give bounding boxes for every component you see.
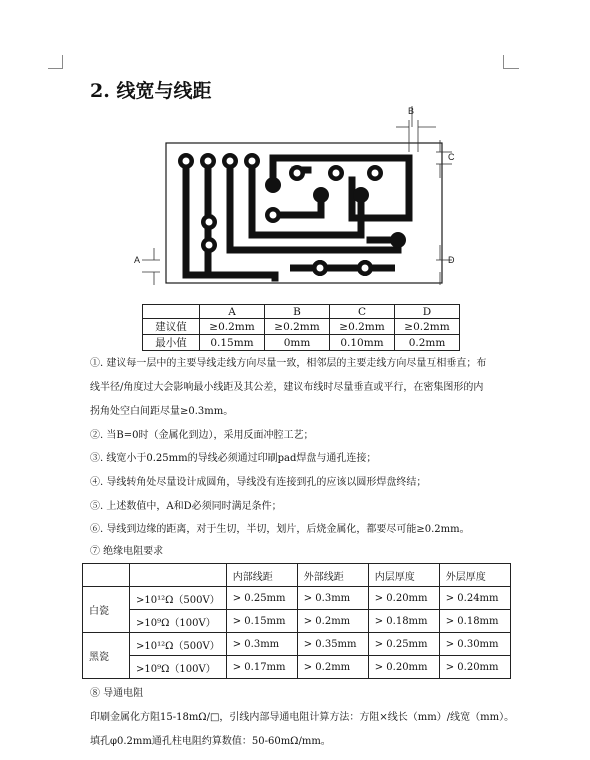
table-cell: > 0.2mm <box>297 610 368 633</box>
label-b: B <box>408 106 415 116</box>
table-cell <box>130 564 227 587</box>
table-cell: 0.2mm <box>395 335 460 351</box>
label-d: D <box>448 255 455 265</box>
table-cell: ≥0.2mm <box>395 319 460 335</box>
note-line: 线半径/角度过大会影响最小线距及其公差，建议布线时尽量垂直或平行，在密集图形的内 <box>90 382 484 393</box>
table-cell: ≥0.2mm <box>200 319 265 335</box>
table-cell: > 0.17mm <box>226 656 297 679</box>
pad <box>390 232 406 248</box>
note-line: ⑧ 导通电阻 <box>90 688 144 699</box>
note-line: ④. 导线转角处尽量设计成圆角，导线没有连接到孔的应该以圆形焊盘终结； <box>90 477 427 488</box>
table-cell: > 0.24mm <box>439 587 510 610</box>
table-cell: > 0.18mm <box>439 610 510 633</box>
pad <box>353 187 369 203</box>
note-line: ①. 建议每一层中的主要导线走线方向尽量一致，相邻层的主要走线方向尽量互相垂直；布 <box>90 358 487 369</box>
table-cell: > 0.25mm <box>368 633 439 656</box>
table-cell: 外部线距 <box>297 564 368 587</box>
table-row <box>83 610 511 633</box>
table-cell: 内层厚度 <box>368 564 439 587</box>
spacing-table <box>142 304 460 351</box>
table-cell: A <box>200 305 265 319</box>
pad <box>265 177 281 193</box>
pad <box>313 187 329 203</box>
note-line: 填孔φ0.2mm通孔柱电阻约算数值：50-60mΩ/mm。 <box>90 736 331 747</box>
note-line: ⑥. 导线到边缘的距离，对于生切，半切，划片，后烧金属化，都要尽可能≥0.2mm。 <box>90 524 470 535</box>
table-cell: 白瓷 <box>83 587 130 633</box>
table-cell: > 0.30mm <box>439 633 510 656</box>
label-c: C <box>448 152 455 162</box>
table-cell: > 0.25mm <box>226 587 297 610</box>
table-row <box>83 633 511 656</box>
table-cell: 最小值 <box>143 335 200 351</box>
table-cell: > 0.18mm <box>368 610 439 633</box>
table-cell: > 0.20mm <box>368 656 439 679</box>
table-cell: 外层厚度 <box>439 564 510 587</box>
table-cell: 建议值 <box>143 319 200 335</box>
table-row <box>83 656 511 679</box>
note-line: ⑤. 上述数值中，A和D必须同时满足条件； <box>90 501 282 512</box>
table-row <box>143 305 460 319</box>
table-cell: 0.10mm <box>330 335 395 351</box>
crop-mark <box>503 55 504 69</box>
note-line: ⑦ 绝缘电阻要求 <box>90 546 164 557</box>
table-row <box>83 564 511 587</box>
crop-mark <box>48 68 63 69</box>
label-a: A <box>134 255 141 265</box>
table-cell: D <box>395 305 460 319</box>
table-cell: > 0.3mm <box>226 633 297 656</box>
table-cell: C <box>330 305 395 319</box>
note-line: ②. 当B=0时（金属化到边），采用反面冲腔工艺； <box>90 430 314 441</box>
table-cell: 0mm <box>265 335 330 351</box>
table-row <box>83 587 511 610</box>
insulation-table <box>82 563 511 679</box>
table-cell: > 0.35mm <box>297 633 368 656</box>
pcb-spacing-figure <box>130 100 470 285</box>
table-cell: 黑瓷 <box>83 633 130 679</box>
crop-mark <box>503 68 519 69</box>
table-row <box>143 335 460 351</box>
table-cell: > 0.15mm <box>226 610 297 633</box>
table-cell: 内部线距 <box>226 564 297 587</box>
table-cell: > 0.20mm <box>368 587 439 610</box>
table-cell: >10¹²Ω（500V） <box>130 633 227 656</box>
table-cell: >10¹²Ω（500V） <box>130 587 227 610</box>
table-cell: ≥0.2mm <box>330 319 395 335</box>
table-cell: > 0.20mm <box>439 656 510 679</box>
note-line: 拐角处空白间距尽量≥0.3mm。 <box>90 406 234 417</box>
table-cell <box>83 564 130 587</box>
table-cell: >10⁹Ω（100V） <box>130 610 227 633</box>
table-cell: >10⁹Ω（100V） <box>130 656 227 679</box>
note-line: ③. 线宽小于0.25mm的导线必须通过印刷pad焊盘与通孔连接； <box>90 453 377 464</box>
trace <box>240 240 398 250</box>
section-heading: 2. 线宽与线距 <box>90 80 212 102</box>
crop-mark <box>62 55 63 69</box>
table-cell: > 0.2mm <box>297 656 368 679</box>
table-cell: ≥0.2mm <box>265 319 330 335</box>
table-cell: B <box>265 305 330 319</box>
table-cell: 0.15mm <box>200 335 265 351</box>
table-row <box>143 319 460 335</box>
table-cell: > 0.3mm <box>297 587 368 610</box>
table-cell <box>143 305 200 319</box>
note-line: 印刷金属化方阻15-18mΩ/□，引线内部导通电阻计算方法：方阻×线长（mm）/线宽（mm）。 <box>90 712 515 723</box>
